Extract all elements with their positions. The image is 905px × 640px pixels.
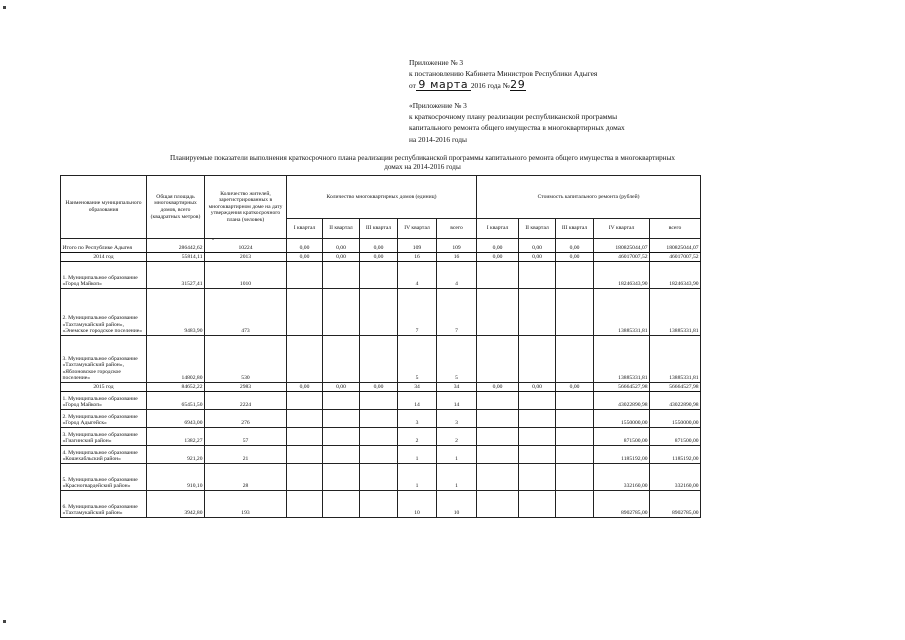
- cell-municipality: 4. Муниципальное образование «Кошехабльский район»: [61, 446, 147, 464]
- cell-houses-total: 3: [437, 410, 477, 428]
- cell-houses-q3: 0,00: [360, 253, 398, 262]
- cell-total-area: 55814,11: [147, 253, 205, 262]
- header-residents: Количество жителей, зарегистрированных в многоквартирном доме на дату утверждения краткосрочного плана (человек): [205, 176, 287, 239]
- header-cost-q4: IV квартал: [594, 219, 650, 239]
- cell-cost-total: 1550000,00: [650, 410, 701, 428]
- cell-cost-q1: [477, 464, 519, 491]
- cell-cost-q1: [477, 392, 519, 410]
- cell-cost-q2: 0,00: [519, 383, 556, 392]
- cell-cost-q2: [519, 289, 556, 336]
- cell-cost-q1: [477, 289, 519, 336]
- cell-houses-q4: 10: [398, 491, 437, 518]
- cell-houses-q2: [323, 336, 360, 383]
- cell-houses-q3: 0,00: [360, 239, 398, 253]
- cell-houses-q1: [287, 392, 323, 410]
- table-row: [61, 289, 701, 336]
- header-houses-total: всего: [437, 219, 477, 239]
- header-cost-q1: I квартал: [477, 219, 519, 239]
- cell-cost-q1: [477, 262, 519, 289]
- cell-houses-total: 14: [437, 392, 477, 410]
- cell-cost-total: 1185192,00: [650, 446, 701, 464]
- cell-residents: 193: [205, 491, 287, 518]
- cell-residents: 10224: [205, 239, 287, 253]
- cell-houses-q1: 0,00: [287, 253, 323, 262]
- cell-municipality: 5. Муниципальное образование «Красногвардейский район»: [61, 464, 147, 491]
- cell-cost-q3: [556, 336, 594, 383]
- scan-edge-mark: [3, 620, 6, 623]
- cell-houses-q1: [287, 410, 323, 428]
- cell-cost-total: 332160,00: [650, 464, 701, 491]
- header-houses-q2: II квартал: [323, 219, 360, 239]
- title-line-1: Планируемые показатели выполнения краткосрочного плана реализации республиканской программы капитального ремонта общего имущества в многоквартирных: [169, 154, 676, 162]
- table-row: [61, 428, 701, 446]
- plan-line-1: к краткосрочному плану реализации республиканской программы: [409, 112, 618, 122]
- cell-municipality: 3. Муниципальное образование «Тахтамукайский район», «Яблоновское городское поселение»: [61, 336, 147, 383]
- cell-houses-q3: [360, 491, 398, 518]
- cell-cost-q4: 871500,00: [594, 428, 650, 446]
- cell-houses-q4: 3: [398, 410, 437, 428]
- cell-houses-q2: [323, 289, 360, 336]
- cell-municipality: 2015 год: [61, 383, 147, 392]
- cell-cost-q2: [519, 491, 556, 518]
- cell-total-area: 9483,90: [147, 289, 205, 336]
- cell-total-area: 65451,50: [147, 392, 205, 410]
- cell-cost-q3: [556, 428, 594, 446]
- cell-total-area: 910,10: [147, 464, 205, 491]
- title-line-2: домах на 2014-2016 годы: [384, 163, 461, 172]
- table-row: [61, 253, 701, 262]
- cell-houses-total: 7: [437, 289, 477, 336]
- cell-municipality: Итого по Республике Адыгея: [61, 239, 147, 253]
- cell-cost-q2: [519, 262, 556, 289]
- header-houses-group: Количество многоквартирных домов (единиц): [287, 176, 477, 219]
- cell-cost-q3: [556, 262, 594, 289]
- cell-cost-q3: [556, 464, 594, 491]
- cell-residents: 1010: [205, 262, 287, 289]
- cell-houses-total: 4: [437, 262, 477, 289]
- cell-cost-q2: [519, 392, 556, 410]
- cell-houses-total: 1: [437, 464, 477, 491]
- cell-houses-q2: [323, 262, 360, 289]
- cell-residents: 2983: [205, 383, 287, 392]
- indicators-table: [60, 175, 701, 518]
- table-row: [61, 383, 701, 392]
- year-suffix: 2016 года №: [470, 80, 510, 90]
- cell-houses-q3: [360, 428, 398, 446]
- cell-cost-q3: [556, 392, 594, 410]
- cell-houses-total: 109: [437, 239, 477, 253]
- cell-houses-q3: 0,00: [360, 383, 398, 392]
- cell-cost-q1: 0,00: [477, 239, 519, 253]
- cell-residents: 2013: [205, 253, 287, 262]
- cell-cost-q2: [519, 446, 556, 464]
- cell-municipality: 1. Муниципальное образование «Город Майкоп»: [61, 262, 147, 289]
- table-row: [61, 491, 701, 518]
- cell-houses-q4: 7: [398, 289, 437, 336]
- cell-houses-q1: [287, 289, 323, 336]
- cell-cost-q3: [556, 491, 594, 518]
- table-row: [61, 239, 701, 253]
- cell-total-area: 6943,00: [147, 410, 205, 428]
- cell-total-area: 84652,22: [147, 383, 205, 392]
- cell-cost-q4: 13885331,81: [594, 336, 650, 383]
- cell-residents: 530: [205, 336, 287, 383]
- cell-cost-total: 8902785,00: [650, 491, 701, 518]
- cell-cost-q3: 0,00: [556, 253, 594, 262]
- cell-municipality: 2. Муниципальное образование «Тахтамукайский район», «Энемское городское поселение»: [61, 289, 147, 336]
- cell-houses-q2: [323, 410, 360, 428]
- header-total-area: Общая площадь многоквартирных домов, всего (квадратных метров): [147, 176, 205, 239]
- cell-municipality: 6. Муниципальное образование «Тахтамукайский район»: [61, 491, 147, 518]
- cell-total-area: 1382,27: [147, 428, 205, 446]
- cell-houses-q2: [323, 464, 360, 491]
- header-cost-q2: II квартал: [519, 219, 556, 239]
- cell-houses-total: 1: [437, 446, 477, 464]
- cell-houses-q1: [287, 428, 323, 446]
- cell-cost-q1: [477, 446, 519, 464]
- cell-cost-q4: 1185192,00: [594, 446, 650, 464]
- cell-cost-q4: 8902785,00: [594, 491, 650, 518]
- cell-houses-q1: [287, 262, 323, 289]
- cell-cost-q2: 0,00: [519, 253, 556, 262]
- dash-mark: -: [212, 237, 214, 243]
- cell-cost-q4: 180825044,07: [594, 239, 650, 253]
- cell-cost-total: 43022890,98: [650, 392, 701, 410]
- appendix-header: [409, 57, 709, 145]
- header-houses-q1: I квартал: [287, 219, 323, 239]
- cell-houses-q1: 0,00: [287, 383, 323, 392]
- cell-municipality: 2. Муниципальное образование «Город Адыгейск»: [61, 410, 147, 428]
- header-cost-q3: III квартал: [556, 219, 594, 239]
- cell-cost-q2: [519, 428, 556, 446]
- cell-residents: 57: [205, 428, 287, 446]
- cell-houses-q1: 0,00: [287, 239, 323, 253]
- cell-houses-q3: [360, 336, 398, 383]
- cell-total-area: 14802,80: [147, 336, 205, 383]
- cell-cost-total: 18246343,90: [650, 262, 701, 289]
- cell-houses-q4: 5: [398, 336, 437, 383]
- quoted-appendix-label: «Приложение № 3: [409, 100, 467, 110]
- handwritten-date: 9 марта: [418, 77, 469, 91]
- cell-cost-q1: [477, 336, 519, 383]
- cell-houses-q2: [323, 491, 360, 518]
- cell-total-area: 286442,62: [147, 239, 205, 253]
- date-prefix: от: [409, 80, 416, 90]
- table-row: [61, 336, 701, 383]
- cell-houses-q2: [323, 392, 360, 410]
- table-row: [61, 410, 701, 428]
- cell-cost-q4: 13885331,81: [594, 289, 650, 336]
- cell-houses-q3: [360, 446, 398, 464]
- cell-cost-q4: 46017007,52: [594, 253, 650, 262]
- header-municipality: Наименование муниципального образования: [61, 176, 147, 239]
- plan-line-3: на 2014-2016 годы: [409, 134, 468, 144]
- cell-houses-q3: [360, 392, 398, 410]
- cell-cost-q3: [556, 446, 594, 464]
- cell-houses-q4: 4: [398, 262, 437, 289]
- cell-houses-total: 10: [437, 491, 477, 518]
- cell-cost-total: 56664527,98: [650, 383, 701, 392]
- cell-houses-q4: 1: [398, 446, 437, 464]
- cell-houses-q2: [323, 428, 360, 446]
- cell-cost-q4: 56664527,98: [594, 383, 650, 392]
- cell-cost-q1: [477, 410, 519, 428]
- cell-cost-q1: [477, 428, 519, 446]
- cell-municipality: 3. Муниципальное образование «Гиагинский район»: [61, 428, 147, 446]
- cell-houses-q4: 14: [398, 392, 437, 410]
- cell-municipality: 2014 год: [61, 253, 147, 262]
- resolution-line: к постановлению Кабинета Министров Республики Адыгея: [409, 69, 598, 79]
- cell-houses-q1: [287, 446, 323, 464]
- cell-cost-q1: 0,00: [477, 253, 519, 262]
- cell-cost-q4: 43022890,98: [594, 392, 650, 410]
- table-row: [61, 262, 701, 289]
- cell-cost-total: 46017007,52: [650, 253, 701, 262]
- plan-line-2: капитального ремонта общего имущества в многоквартирных домах: [409, 123, 625, 133]
- cell-houses-q2: 0,00: [323, 239, 360, 253]
- cell-cost-q1: [477, 491, 519, 518]
- cell-total-area: 921,20: [147, 446, 205, 464]
- cell-houses-q2: 0,00: [323, 253, 360, 262]
- cell-cost-q3: 0,00: [556, 383, 594, 392]
- cell-houses-total: 34: [437, 383, 477, 392]
- cell-cost-q2: [519, 336, 556, 383]
- cell-houses-q3: [360, 464, 398, 491]
- cell-cost-q2: [519, 410, 556, 428]
- cell-houses-q1: [287, 336, 323, 383]
- cell-cost-total: 180825044,07: [650, 239, 701, 253]
- cell-houses-q3: [360, 262, 398, 289]
- cell-total-area: 3942,80: [147, 491, 205, 518]
- cell-houses-q4: 34: [398, 383, 437, 392]
- cell-houses-q4: 1: [398, 464, 437, 491]
- cell-municipality: 1. Муниципальное образование «Город Майкоп»: [61, 392, 147, 410]
- cell-cost-q3: [556, 410, 594, 428]
- cell-cost-q3: [556, 289, 594, 336]
- cell-cost-q4: 1550000,00: [594, 410, 650, 428]
- cell-houses-q4: 2: [398, 428, 437, 446]
- cell-cost-q2: 0,00: [519, 239, 556, 253]
- cell-houses-q4: 16: [398, 253, 437, 262]
- cell-houses-q4: 109: [398, 239, 437, 253]
- cell-houses-q2: 0,00: [323, 383, 360, 392]
- cell-cost-total: 13885331,81: [650, 289, 701, 336]
- cell-residents: 21: [205, 446, 287, 464]
- scan-edge-mark: [3, 6, 6, 9]
- cell-cost-q4: 332160,00: [594, 464, 650, 491]
- cell-cost-q2: [519, 464, 556, 491]
- cell-cost-q3: 0,00: [556, 239, 594, 253]
- table-row: [61, 392, 701, 410]
- date-number-line: [409, 77, 709, 91]
- cell-cost-total: 871500,00: [650, 428, 701, 446]
- header-cost-total: всего: [650, 219, 701, 239]
- header-houses-q4: IV квартал: [398, 219, 437, 239]
- document-title: [60, 154, 785, 172]
- table-row: [61, 446, 701, 464]
- header-houses-q3: III квартал: [360, 219, 398, 239]
- cell-residents: 2224: [205, 392, 287, 410]
- cell-houses-q3: [360, 289, 398, 336]
- table-row: [61, 464, 701, 491]
- cell-residents: 276: [205, 410, 287, 428]
- cell-houses-total: 5: [437, 336, 477, 383]
- cell-houses-q2: [323, 446, 360, 464]
- cell-total-area: 31527,41: [147, 262, 205, 289]
- handwritten-number: 29: [510, 77, 526, 91]
- cell-houses-q1: [287, 491, 323, 518]
- cell-cost-q1: 0,00: [477, 383, 519, 392]
- cell-residents: 28: [205, 464, 287, 491]
- header-cost-group: Стоимость капитального ремонта (рублей): [477, 176, 701, 219]
- cell-houses-q3: [360, 410, 398, 428]
- cell-houses-total: 16: [437, 253, 477, 262]
- cell-cost-total: 13885331,81: [650, 336, 701, 383]
- cell-houses-total: 2: [437, 428, 477, 446]
- appendix-label: Приложение № 3: [409, 58, 464, 67]
- cell-cost-q4: 18246343,90: [594, 262, 650, 289]
- cell-residents: 473: [205, 289, 287, 336]
- cell-houses-q1: [287, 464, 323, 491]
